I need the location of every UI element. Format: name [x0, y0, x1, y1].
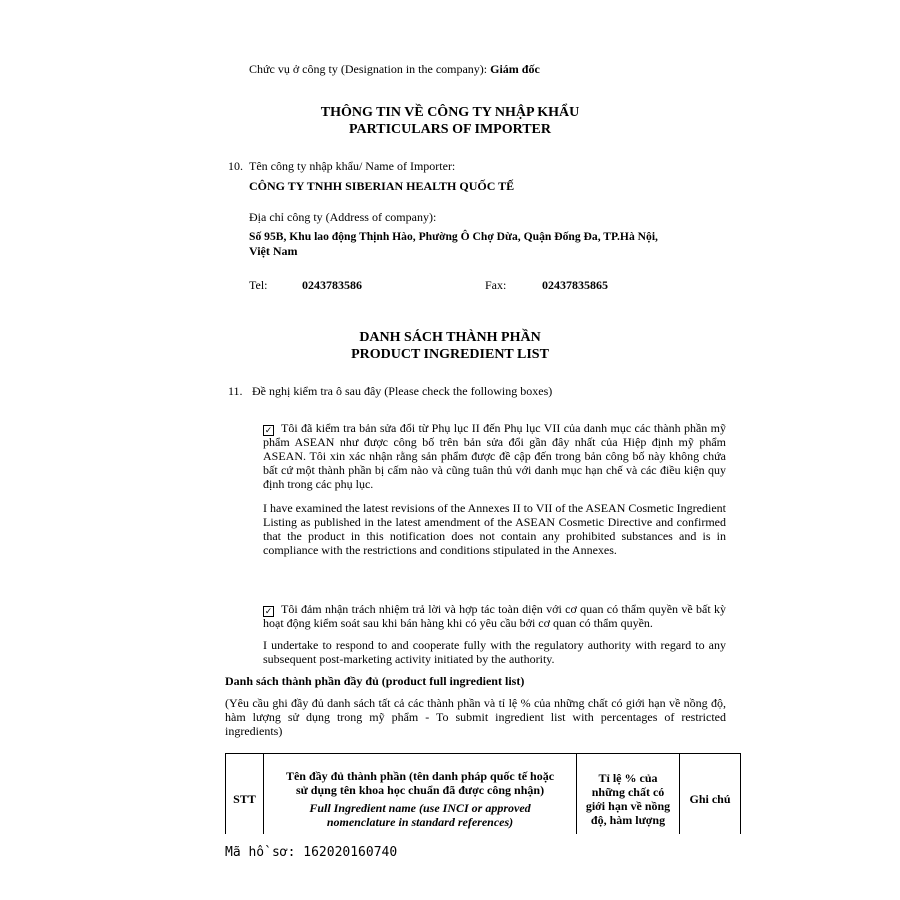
- address-line-1: Số 95B, Khu lao động Thịnh Hào, Phường Ô Chợ Dừa, Quận Đống Đa, TP.Hà Nội,: [249, 230, 658, 243]
- header-stt: STT: [226, 754, 264, 844]
- importer-heading-en: PARTICULARS OF IMPORTER: [348, 122, 552, 137]
- declaration-1-vi: [263, 421, 726, 491]
- ingredient-table: [225, 753, 741, 844]
- checkbox-checked-icon[interactable]: ✓: [264, 606, 273, 616]
- tel-label: Tel:: [249, 278, 268, 292]
- full-list-title: Danh sách thành phần đầy đủ (product full ingredient list): [225, 674, 525, 688]
- importer-name-label: Tên công ty nhập khẩu/ Name of Importer:: [249, 159, 456, 173]
- header-ingredient-name-en: Full Ingredient name (use INCI or approved nomenclature in standard references): [309, 800, 531, 829]
- address-label: Địa chỉ công ty (Address of company):: [249, 210, 437, 224]
- header-note: Ghi chú: [680, 754, 741, 844]
- section11-title: Đề nghị kiểm tra ô sau đây (Please check the following boxes): [252, 384, 553, 398]
- declaration-2-en: I undertake to respond to and cooperate fully with the regulatory authority with regard to any subsequent post-marketing activity initiated by the authority.: [263, 638, 726, 666]
- item-number-11: 11.: [228, 384, 243, 398]
- tel-value: 0243783586: [302, 278, 362, 292]
- fax-value: 02437835865: [542, 278, 608, 292]
- header-ingredient-name-vi: Tên đầy đủ thành phần (tên danh pháp quốc tế hoặc sử dụng tên khoa học chuẩn đã được công nhận): [285, 768, 555, 797]
- file-id: Mã hồ sơ: 162020160740: [225, 845, 398, 860]
- ingredient-heading-en: PRODUCT INGREDIENT LIST: [351, 347, 549, 362]
- table-header-row: [226, 754, 741, 844]
- designation-label: Chức vụ ở công ty (Designation in the company):: [249, 62, 491, 76]
- full-list-note: (Yêu cầu ghi đầy đủ danh sách tất cả các thành phần và tỉ lệ % của những chất có giới hạn về nồng độ, hàm lượng sử dụng trong mỹ phẩm - To submit ingredient list with percentages of restricted ingredients): [225, 696, 726, 738]
- importer-heading-vi: THÔNG TIN VỀ CÔNG TY NHẬP KHẨU: [320, 105, 580, 120]
- fax-label: Fax:: [485, 278, 507, 292]
- declaration-2-vi: [263, 602, 726, 630]
- declaration-2-vi-text: Tôi đảm nhận trách nhiệm trả lời và hợp tác toàn diện với cơ quan có thẩm quyền về bất kỳ hoạt động kiểm soát sau khi bán hàng khi có yêu cầu bởi cơ quan có thẩm quyền.: [263, 602, 726, 630]
- item-number-10: 10.: [228, 159, 243, 173]
- declaration-1-en: I have examined the latest revisions of the Annexes II to VII of the ASEAN Cosmetic Ingredient Listing as published in the latest amendment of the ASEAN Cosmetic Directive and confirmed that the product in this notification does not contain any prohibited substances and is in compliance with the restrictions and conditions stipulated in the Annexes.: [263, 501, 726, 557]
- header-percentage: Tỉ lệ % của những chất có giới hạn về nồng độ, hàm lượng: [577, 754, 680, 844]
- importer-name: CÔNG TY TNHH SIBERIAN HEALTH QUỐC TẾ: [249, 179, 515, 193]
- declaration-1-vi-text: Tôi đã kiểm tra bản sửa đổi từ Phụ lục II đến Phụ lục VII của danh mục các thành phần mỹ phẩm ASEAN như được công bố trên bản sửa đổi gần đây nhất của Hiệp định mỹ phẩm ASEAN. Tôi xin xác nhận rằng sản phẩm được đề cập đến trong bản công bố này không chứa bất cứ một thành phần bị cấm nào và cũng tuân thủ với danh mục hạn chế và các điều kiện quy định trong các phụ lục.: [263, 421, 726, 491]
- checkbox-checked-icon[interactable]: ✓: [264, 425, 273, 435]
- header-ingredient-name: [264, 754, 577, 844]
- address-line-2: Việt Nam: [249, 244, 298, 258]
- ingredient-heading-vi: DANH SÁCH THÀNH PHẦN: [359, 330, 541, 345]
- designation-line: [249, 62, 540, 76]
- designation-value: Giám đốc: [490, 62, 540, 76]
